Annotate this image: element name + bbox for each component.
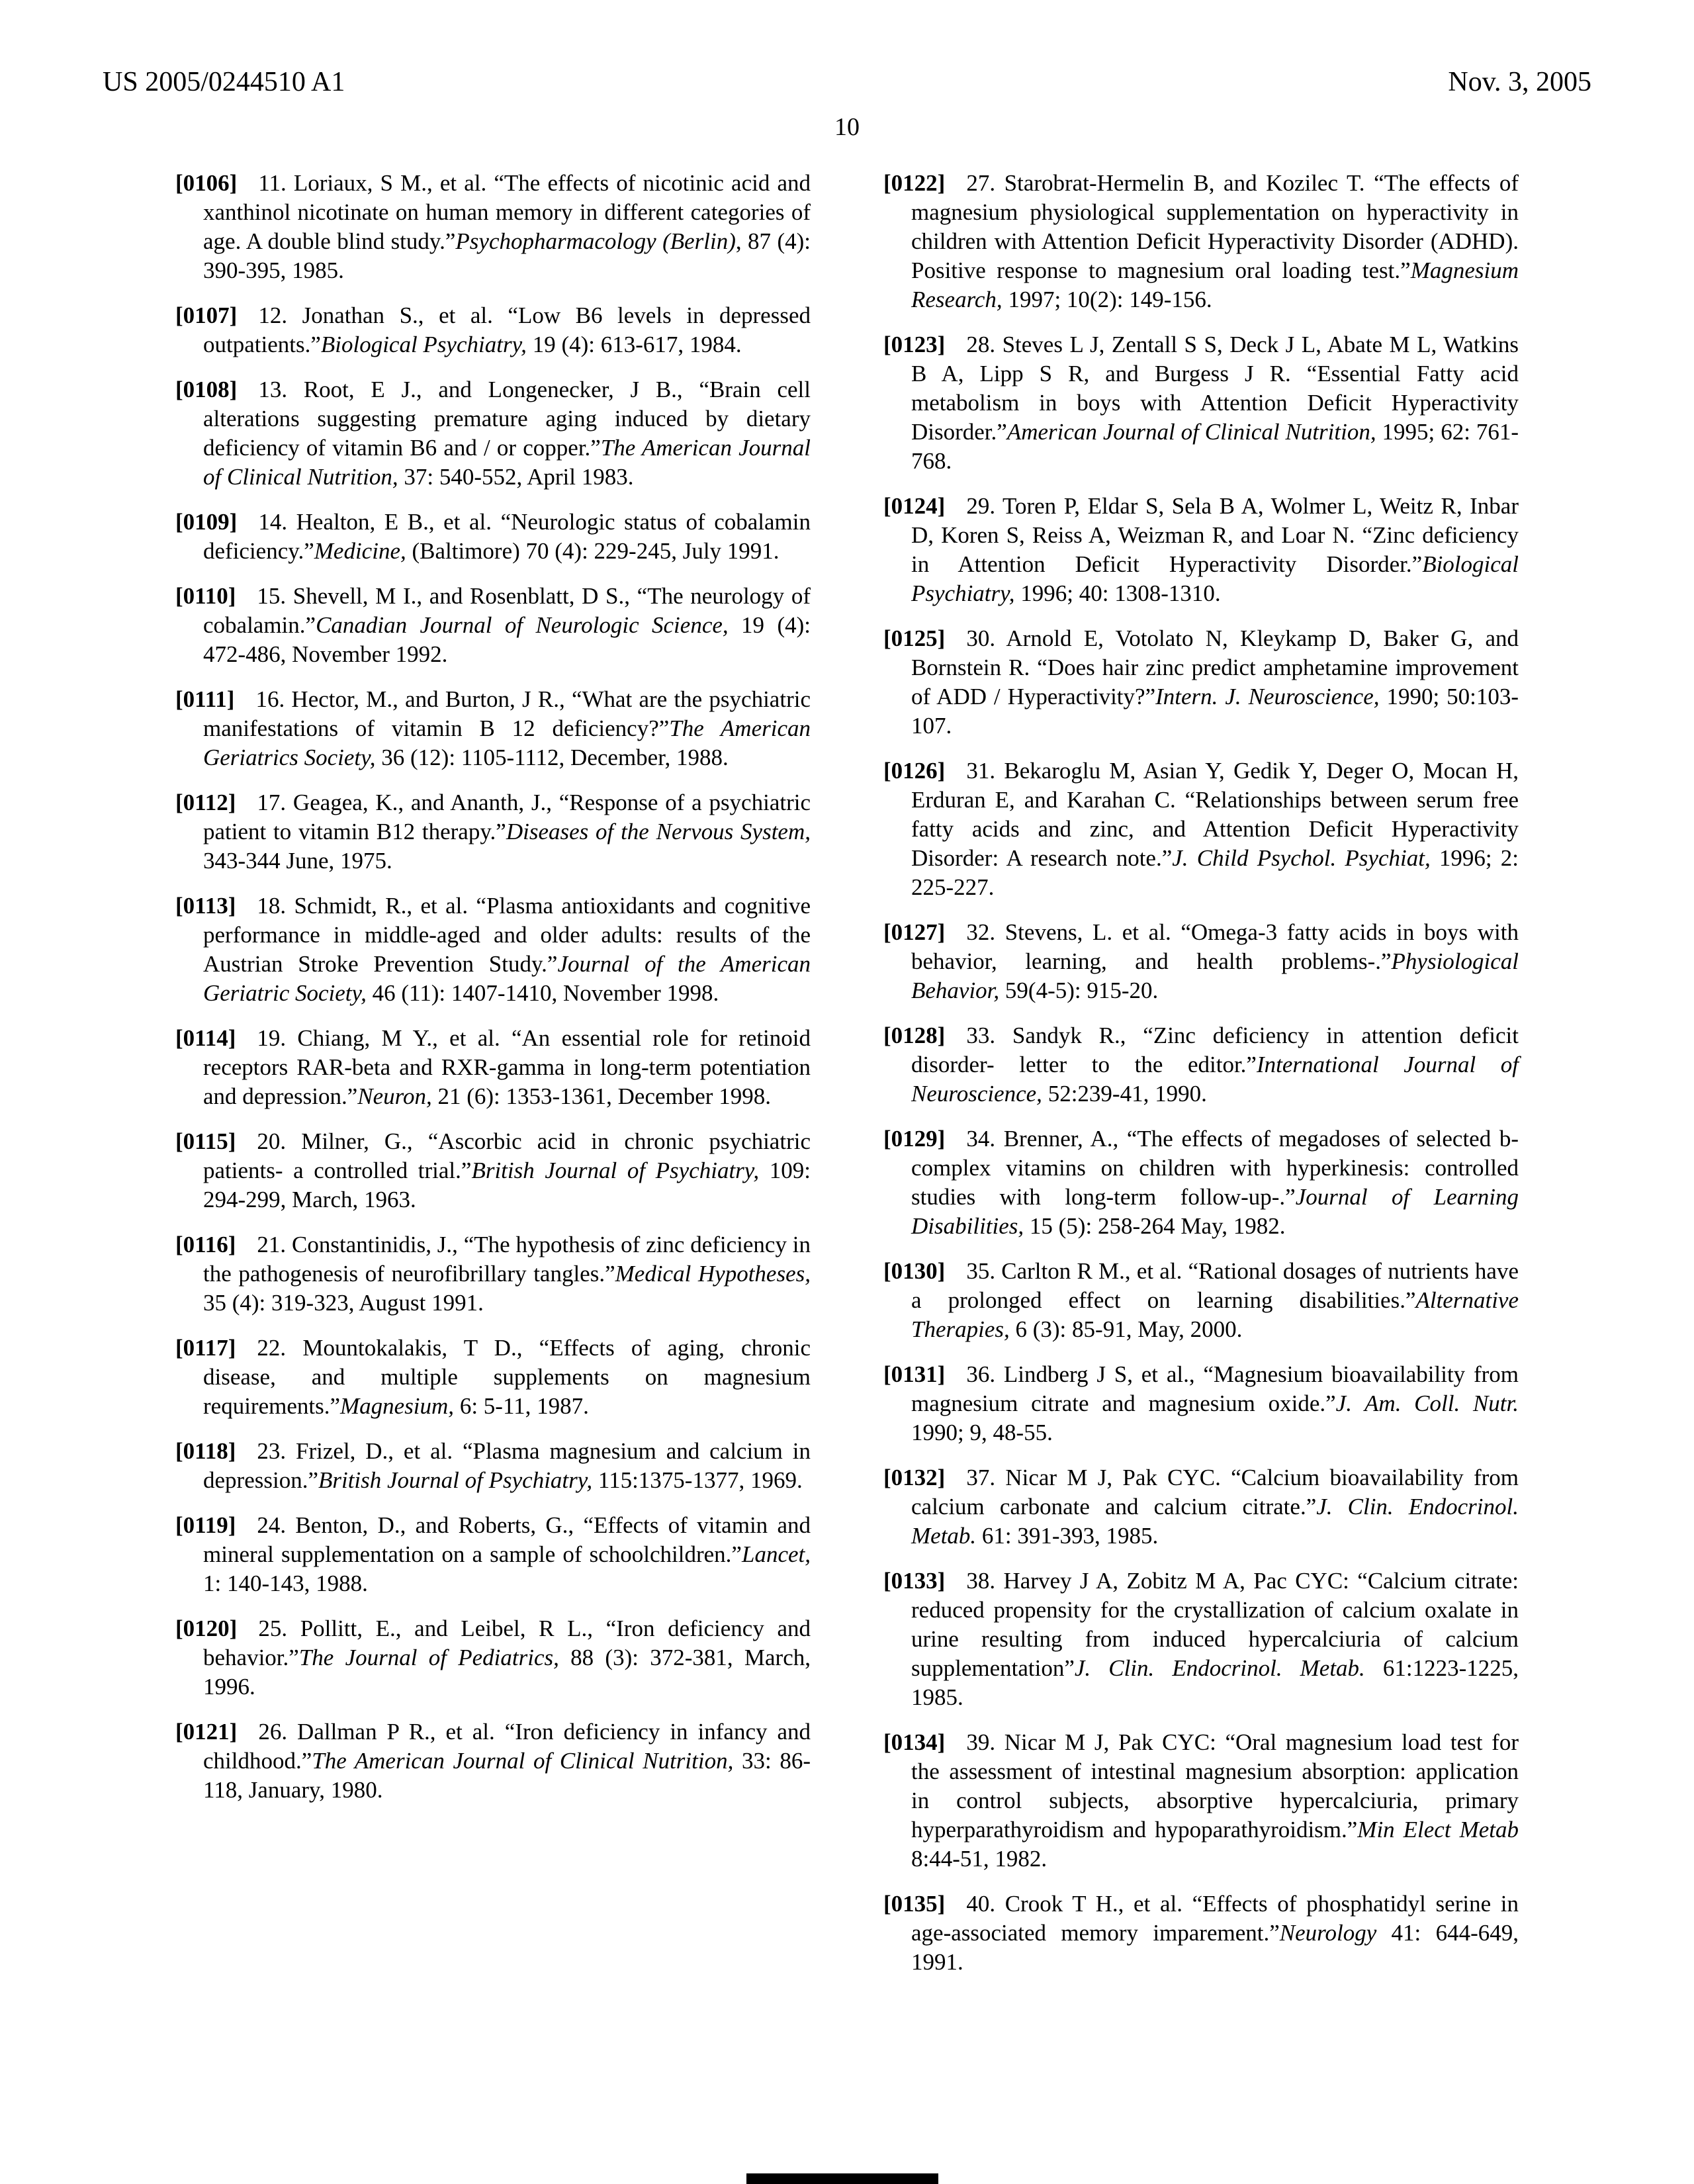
journal-title: British Journal of Psychiatry, (318, 1467, 593, 1493)
paragraph-number: [0116] (175, 1232, 236, 1257)
journal-title: Medicine, (314, 538, 406, 564)
references-section (175, 169, 1519, 1993)
reference-text: 19. Chiang, M Y., et al. “An essential role for retinoid receptors RAR-beta and RXR-gamma in long-term potentiation and depression.” (203, 1025, 811, 1109)
journal-title: Neuron, (357, 1083, 432, 1109)
reference-text: 61: 391-393, 1985. (976, 1523, 1159, 1549)
paragraph-number: [0130] (883, 1258, 946, 1284)
journal-title: Magnesium Research, (911, 257, 1519, 312)
paragraph-number: [0118] (175, 1438, 236, 1464)
paragraph-number: [0120] (175, 1615, 238, 1641)
journal-title: Intern. J. Neuroscience, (1155, 684, 1380, 709)
paragraph-number: [0131] (883, 1361, 946, 1387)
paragraph-number: [0110] (175, 583, 236, 609)
reference-text: 36. Lindberg J S, et al., “Magnesium bioavailability from magnesium citrate and magnesium oxide.” (911, 1361, 1519, 1416)
paragraph-number: [0125] (883, 625, 946, 651)
reference-item (175, 685, 811, 772)
reference-text: 1997; 10(2): 149-156. (1002, 287, 1212, 312)
paragraph-number: [0114] (175, 1025, 236, 1051)
journal-title: Canadian Journal of Neurologic Science, (316, 612, 729, 638)
paragraph-number: [0106] (175, 170, 238, 196)
paragraph-number: [0108] (175, 377, 238, 402)
references-column-left (175, 169, 811, 1993)
reference-text: 40. Crook T H., et al. “Effects of phosphatidyl serine in age-associated memory imparement.” (911, 1891, 1519, 1946)
reference-text: 109: 294-299, March, 1963. (203, 1158, 811, 1212)
journal-title: The Journal of Pediatrics, (298, 1645, 559, 1670)
reference-text: 12. Jonathan S., et al. “Low B6 levels in depressed outpatients.” (203, 302, 811, 357)
reference-item (883, 1360, 1519, 1447)
reference-item (883, 756, 1519, 902)
reference-text: 19 (4): 613-617, 1984. (526, 332, 742, 357)
reference-item (883, 1257, 1519, 1344)
reference-text: 41: 644-649, 1991. (911, 1920, 1519, 1975)
reference-text: 32. Stevens, L. et al. “Omega-3 fatty acids in boys with behavior, learning, and health problems-.” (911, 919, 1519, 974)
reference-text: 30. Arnold E, Votolato N, Kleykamp D, Baker G, and Bornstein R. “Does hair zinc predict amphetamine improvement of ADD / Hyperactivity?” (911, 625, 1519, 709)
reference-text: 1990; 9, 48-55. (911, 1420, 1053, 1445)
reference-item (175, 1127, 811, 1214)
page-header (103, 66, 1591, 98)
paragraph-number: [0109] (175, 509, 238, 535)
reference-text: 16. Hector, M., and Burton, J R., “What are the psychiatric manifestations of vitamin B 12 deficiency?” (203, 686, 811, 741)
paragraph-number: [0113] (175, 893, 236, 919)
reference-item (175, 375, 811, 492)
paragraph-number: [0124] (883, 493, 946, 519)
patent-number: US 2005/0244510 A1 (103, 67, 345, 97)
reference-text: 24. Benton, D., and Roberts, G., “Effects of vitamin and mineral supplementation on a sample of schoolchildren.” (203, 1512, 811, 1567)
reference-text: 8:44-51, 1982. (911, 1846, 1048, 1872)
reference-text: 6: 5-11, 1987. (454, 1393, 589, 1419)
reference-item (883, 1567, 1519, 1712)
reference-item (175, 508, 811, 566)
paragraph-number: [0121] (175, 1719, 238, 1745)
reference-text: , 87 (4): 390-395, 1985. (203, 228, 811, 283)
reference-text: 61:1223-1225, 1985. (911, 1655, 1519, 1710)
reference-item (175, 788, 811, 876)
journal-title: Journal of the American Geriatric Society, (203, 951, 811, 1006)
reference-text: 11. Loriaux, S M., et al. “The effects of nicotinic acid and xanthinol nicotinate on human memory in different categories of age. A double blind study.” (203, 170, 811, 254)
reference-text: 6 (3): 85-91, May, 2000. (1009, 1316, 1243, 1342)
journal-title: Biological Psychiatry, (320, 332, 527, 357)
reference-text: 13. Root, E J., and Longenecker, J B., “Brain cell alterations suggesting premature aging induced by dietary deficiency of vitamin B6 and / or copper.” (203, 377, 811, 461)
paragraph-number: [0126] (883, 758, 946, 784)
publication-date: Nov. 3, 2005 (1448, 67, 1591, 97)
reference-item (175, 1511, 811, 1598)
references-column-right (883, 169, 1519, 1993)
reference-item (175, 169, 811, 285)
paragraph-number: [0107] (175, 302, 238, 328)
journal-title: Journal of Learning Disabilities, (911, 1184, 1519, 1239)
reference-text: 1995; 62: 761-768. (911, 419, 1519, 474)
journal-title: J. Clin. Endocrinol. Metab. (1074, 1655, 1365, 1681)
journal-title: Neurology (1279, 1920, 1377, 1946)
reference-text: 14. Healton, E B., et al. “Neurologic status of cobalamin deficiency.” (203, 509, 811, 564)
journal-title: American Journal of Clinical Nutrition, (1006, 419, 1376, 445)
reference-item (883, 1889, 1519, 1977)
paragraph-number: [0122] (883, 170, 946, 196)
reference-item (175, 1230, 811, 1318)
reference-item (175, 1717, 811, 1805)
journal-title: Psychopharmacology (Berlin) (455, 228, 736, 254)
reference-text: 15. Shevell, M I., and Rosenblatt, D S., “The neurology of cobalamin.” (203, 583, 811, 638)
reference-text: 33: 86-118, January, 1980. (203, 1748, 811, 1803)
reference-item (883, 169, 1519, 314)
journal-title: Magnesium, (340, 1393, 455, 1419)
paragraph-number: [0129] (883, 1126, 946, 1152)
paragraph-number: [0112] (175, 790, 236, 815)
paragraph-number: [0135] (883, 1891, 946, 1917)
journal-title: Biological Psychiatry, (911, 551, 1519, 606)
reference-text: 37: 540-552, April 1983. (398, 464, 634, 490)
paragraph-number: [0117] (175, 1335, 236, 1361)
reference-item (175, 1024, 811, 1111)
reference-item (175, 582, 811, 669)
journal-title: Alternative Therapies, (911, 1287, 1519, 1342)
reference-text: 34. Brenner, A., “The effects of megadoses of selected b-complex vitamins on children with hyperkinesis: controlled studies with long-term follow-up-.” (911, 1126, 1519, 1210)
reference-text: 38. Harvey J A, Zobitz M A, Pac CYC: “Calcium citrate: reduced propensity for the crystallization of calcium oxalate in urine resulting from induced hypercalciuria of calcium supplementation” (911, 1568, 1519, 1681)
journal-title: British Journal of Psychiatry, (471, 1158, 760, 1183)
journal-title: Min Elect Metab (1357, 1817, 1519, 1843)
reference-text: 33. Sandyk R., “Zinc deficiency in attention deficit disorder- letter to the editor.” (911, 1023, 1519, 1077)
reference-item (883, 1021, 1519, 1109)
paragraph-number: [0133] (883, 1568, 946, 1594)
journal-title: Medical Hypotheses, (615, 1261, 811, 1287)
reference-item (883, 918, 1519, 1005)
reference-text: 25. Pollitt, E., and Leibel, R L., “Iron deficiency and behavior.” (203, 1615, 811, 1670)
reference-text: 21 (6): 1353-1361, December 1998. (431, 1083, 771, 1109)
journal-title: The American Journal of Clinical Nutrition, (312, 1748, 734, 1774)
page-number: 10 (834, 113, 860, 141)
reference-item (175, 301, 811, 359)
journal-title: Diseases of the Nervous System, (506, 819, 811, 844)
reference-item (883, 1728, 1519, 1874)
reference-item (175, 891, 811, 1008)
paragraph-number: [0134] (883, 1729, 946, 1755)
paragraph-number: [0128] (883, 1023, 946, 1048)
journal-title: J. Clin. Endocrinol. Metab. (911, 1494, 1519, 1549)
reference-text: 35 (4): 319-323, August 1991. (203, 1290, 484, 1316)
reference-text: 37. Nicar M J, Pak CYC. “Calcium bioavailability from calcium carbonate and calcium citrate.” (911, 1465, 1519, 1520)
reference-text: 88 (3): 372-381, March, 1996. (203, 1645, 811, 1700)
paragraph-number: [0127] (883, 919, 946, 945)
reference-text: 31. Bekaroglu M, Asian Y, Gedik Y, Deger O, Mocan H, Erduran E, and Karahan C. “Relationships between serum free fatty acids and zinc, and Attention Deficit Hyperactivity Disorder: A research note.” (911, 758, 1519, 871)
reference-text: 19 (4): 472-486, November 1992. (203, 612, 811, 667)
reference-text: 35. Carlton R M., et al. “Rational dosages of nutrients have a prolonged effect on learning disabilities.” (911, 1258, 1519, 1313)
paragraph-number: [0111] (175, 686, 235, 712)
reference-text: 21. Constantinidis, J., “The hypothesis of zinc deficiency in the pathogenesis of neurofibrillary tangles.” (203, 1232, 811, 1287)
reference-text: 20. Milner, G., “Ascorbic acid in chronic psychiatric patients- a controlled trial.” (203, 1128, 811, 1183)
reference-item (175, 1334, 811, 1421)
reference-item (175, 1614, 811, 1702)
paragraph-number: [0132] (883, 1465, 946, 1490)
reference-text: 59(4-5): 915-20. (999, 978, 1159, 1003)
reference-text: 1996; 40: 1308-1310. (1014, 580, 1221, 606)
reference-item (175, 1437, 811, 1495)
reference-text: 28. Steves L J, Zentall S S, Deck J L, Abate M L, Watkins B A, Lipp S R, and Burgess J R. “Essential Fatty acid metabolism in boys with Attention Deficit Hyperactivity Disorder.” (911, 332, 1519, 445)
reference-text: 17. Geagea, K., and Ananth, J., “Response of a psychiatric patient to vitamin B12 therapy.” (203, 790, 811, 844)
reference-text: 29. Toren P, Eldar S, Sela B A, Wolmer L, Weitz R, Inbar D, Koren S, Reiss A, Weizman R, and Loar N. “Zinc deficiency in Attention Deficit Hyperactivity Disorder.” (911, 493, 1519, 577)
reference-text: 115:1375-1377, 1969. (592, 1467, 803, 1493)
reference-text: 1990; 50:103-107. (911, 684, 1519, 739)
reference-text: 1996; 2: 225-227. (911, 845, 1519, 900)
reference-item (883, 492, 1519, 608)
reference-text: 1: 140-143, 1988. (203, 1570, 368, 1596)
scan-artifact (746, 2173, 938, 2184)
journal-title: J. Child Psychol. Psychiat, (1172, 845, 1431, 871)
reference-text: 52:239-41, 1990. (1042, 1081, 1207, 1107)
reference-text: 27. Starobrat-Hermelin B, and Kozilec T. “The effects of magnesium physiological supplementation on hyperactivity in children with Attention Deficit Hyperactivity Disorder (ADHD). Positive response to magnesium oral loading test.” (911, 170, 1519, 283)
paragraph-number: [0115] (175, 1128, 236, 1154)
journal-title: International Journal of Neuroscience, (911, 1052, 1519, 1107)
reference-text: (Baltimore) 70 (4): 229-245, July 1991. (406, 538, 780, 564)
reference-text: 46 (11): 1407-1410, November 1998. (366, 980, 719, 1006)
reference-item (883, 624, 1519, 741)
journal-title: Lancet, (741, 1541, 811, 1567)
reference-text: 23. Frizel, D., et al. “Plasma magnesium and calcium in depression.” (203, 1438, 811, 1493)
reference-text: 15 (5): 258-264 May, 1982. (1024, 1213, 1286, 1239)
reference-item (883, 330, 1519, 476)
journal-title: The American Journal of Clinical Nutrition, (203, 435, 811, 490)
reference-text: 22. Mountokalakis, T D., “Effects of aging, chronic disease, and multiple supplements on magnesium requirements.” (203, 1335, 811, 1419)
reference-text: 36 (12): 1105-1112, December, 1988. (375, 745, 729, 770)
reference-text: 18. Schmidt, R., et al. “Plasma antioxidants and cognitive performance in middle-aged and older adults: results of the Austrian Stroke Prevention Study.” (203, 893, 811, 977)
reference-text: 26. Dallman P R., et al. “Iron deficiency in infancy and childhood.” (203, 1719, 811, 1774)
reference-text: 39. Nicar M J, Pak CYC: “Oral magnesium load test for the assessment of intestinal magnesium absorption: application in control subjects, absorptive hypercalciuria, primary hyperparathyroidism and hypoparathyroidism.” (911, 1729, 1519, 1843)
journal-title: J. Am. Coll. Nutr. (1335, 1390, 1519, 1416)
reference-item (883, 1124, 1519, 1241)
journal-title: The American Geriatrics Society, (203, 715, 811, 770)
paragraph-number: [0119] (175, 1512, 236, 1538)
reference-item (883, 1463, 1519, 1551)
reference-text: 343-344 June, 1975. (203, 848, 392, 874)
paragraph-number: [0123] (883, 332, 946, 357)
journal-title: Physiological Behavior, (911, 948, 1519, 1003)
